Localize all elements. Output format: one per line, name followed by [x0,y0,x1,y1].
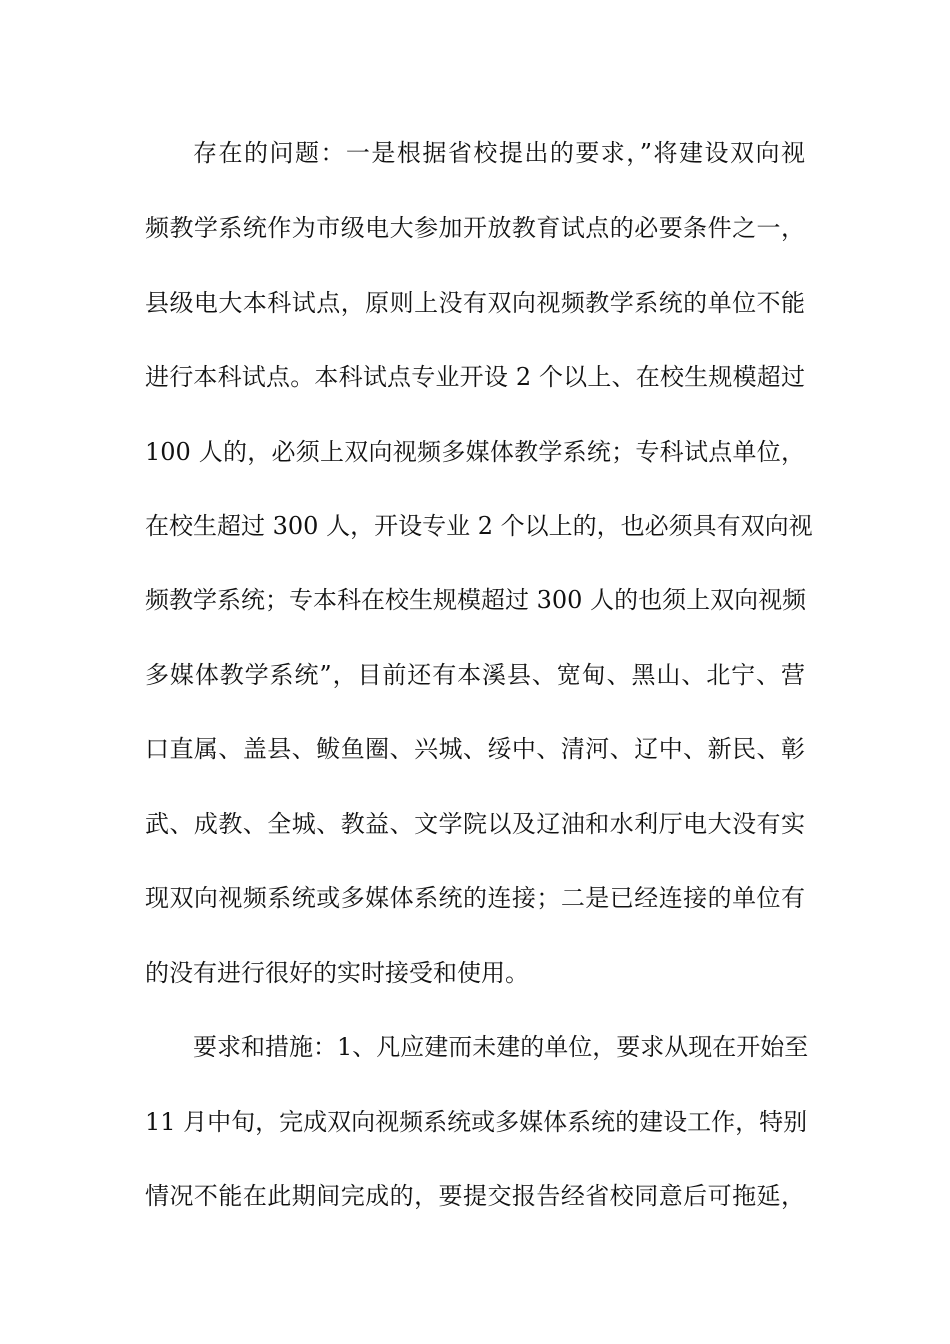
text-line: 要求和措施：1、凡应建而未建的单位，要求从现在开始至 [193,1033,809,1061]
text-line: 100 人的，必须上双向视频多媒体教学系统；专科试点单位， [145,438,805,466]
text-line: 11 月中旬，完成双向视频系统或多媒体系统的建设工作，特别 [145,1108,808,1136]
text-line: 存在的问题：一是根据省校提出的要求，”将建设双向视 [193,139,805,167]
text-line: 频教学系统作为市级电大参加开放教育试点的必要条件之一， [145,214,805,242]
text-line: 多媒体教学系统”，目前还有本溪县、宽甸、黑山、北宁、营 [145,661,805,689]
text-line: 频教学系统；专本科在校生规模超过 300 人的也须上双向视频 [145,586,807,614]
text-line: 情况不能在此期间完成的，要提交报告经省校同意后可拖延， [145,1182,805,1210]
text-line: 在校生超过 300 人，开设专业 2 个以上的，也必须具有双向视 [145,512,813,540]
text-line: 的没有进行很好的实时接受和使用。 [145,959,529,987]
text-line: 口直属、盖县、鲅鱼圈、兴城、绥中、清河、辽中、新民、彰 [145,735,805,763]
text-line: 现双向视频系统或多媒体系统的连接；二是已经连接的单位有 [145,884,805,912]
text-line: 武、成教、全城、教益、文学院以及辽油和水利厅电大没有实 [145,810,805,838]
text-line: 县级电大本科试点，原则上没有双向视频教学系统的单位不能 [145,289,805,317]
text-line: 进行本科试点。本科试点专业开设 2 个以上、在校生规模超过 [145,363,805,391]
